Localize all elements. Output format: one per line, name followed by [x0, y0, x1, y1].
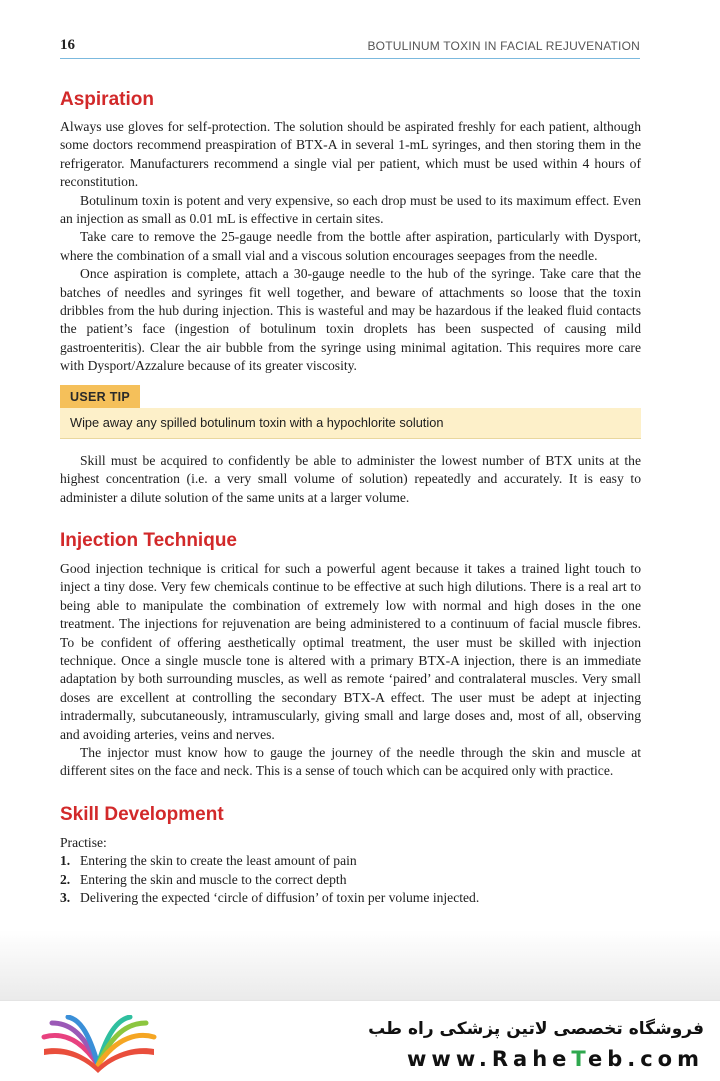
watermark-footer — [0, 1000, 720, 1081]
practise-list — [60, 852, 641, 907]
shop-name: فروشگاه تخصصی لاتین پزشکی راه طب — [368, 1019, 704, 1039]
page-number: 16 — [60, 37, 75, 53]
paragraph: Botulinum toxin is potent and very expensive, so each drop must be used to its maximum effect. Even an injection as small as 0.01 mL is effective in certain sites. — [60, 192, 641, 227]
list-intro: Practise: — [60, 834, 107, 850]
section-heading-skill-development: Skill Development — [60, 803, 224, 825]
section-heading-aspiration: Aspiration — [60, 89, 154, 110]
paragraph: Take care to remove the 25-gauge needle from the bottle after aspiration, particularly with Dysport, where the combination of a small vial and a viscous solution encourages seepages from the needle. — [60, 229, 641, 263]
paragraph: Skill must be acquired to confidently be able to administer the lowest number of BTX units at the highest concentration (i.e. a very small volume of solution) repeatedly and accurately. It is easy to administer a dilute solution of the same units at a larger volume. — [60, 452, 641, 505]
shop-url[interactable]: www.RaheTeb.com — [407, 1047, 704, 1071]
paragraph: Always use gloves for self-protection. The solution should be aspirated freshly for each patient, although some doctors recommend preaspiration of BTX-A in several 1-mL syringes, and then storing them in the refrigerator. Manufacturers recommend a single vial per patient, which must be used within 4 hours of reconstitution. — [60, 119, 641, 190]
paragraph: Good injection technique is critical for such a powerful agent because it takes a trained light touch to inject a tiny dose. Very few chemicals continue to be effective at such high dilutions. There is a real art to being able to manipulate the combination of extremely low with normal and high doses in the one treatment. The injections for rejuvenation are being administered to a continuum of facial muscle fibres. To be confident of offering aesthetically optimal treatment, the user must be skilled with injection technique. Once a single muscle tone is altered with a primary BTX-A injection, there is an immediate adaptation by both surrounding muscles, as well as remote ‘paired’ and contralateral muscles. Very small doses are excellent at controlling the secondary BTX-A effect. The user must be adept at injecting intradermally, subcutaneously, intramuscularly, giving small and large doses and, most of all, observing and avoiding arteries, veins and nerves. — [60, 560, 641, 742]
running-title: BOTULINUM TOXIN IN FACIAL REJUVENATION — [367, 39, 640, 53]
list-item: 2. Entering the skin and muscle to the correct depth — [60, 871, 347, 887]
list-item: 1. Entering the skin to create the least amount of pain — [60, 853, 357, 869]
section-heading-injection-technique: Injection Technique — [60, 529, 237, 551]
user-tip-box — [60, 385, 641, 439]
user-tip-text: Wipe away any spilled botulinum toxin with a hypochlorite solution — [60, 408, 641, 439]
paragraph: The injector must know how to gauge the journey of the needle through the skin and muscle at different sites on the face and neck. This is a sense of touch which can be acquired only with practice. — [60, 744, 641, 779]
book-logo-icon — [38, 1015, 160, 1075]
user-tip-label: USER TIP — [60, 385, 140, 408]
running-header — [60, 36, 640, 59]
paragraph: Once aspiration is complete, attach a 30-gauge needle to the hub of the syringe. Take care that the batches of needles and syringes fit well together, and beware of attachments so loose that the toxin dribbles from the hub during injection. This is wasteful and may be hazardous if the leaked fluid contacts the patient’s face (ingestion of botulinum toxin droplets has been suspected of causing mild gastroenteritis). Clear the air bubble from the syringe using minimal agitation. This requires more care with Dysport/Azzalure because of its greater viscosity. — [60, 266, 641, 374]
list-item: 3. Delivering the expected ‘circle of diffusion’ of toxin per volume injected. — [60, 890, 480, 905]
page-content — [60, 88, 641, 907]
